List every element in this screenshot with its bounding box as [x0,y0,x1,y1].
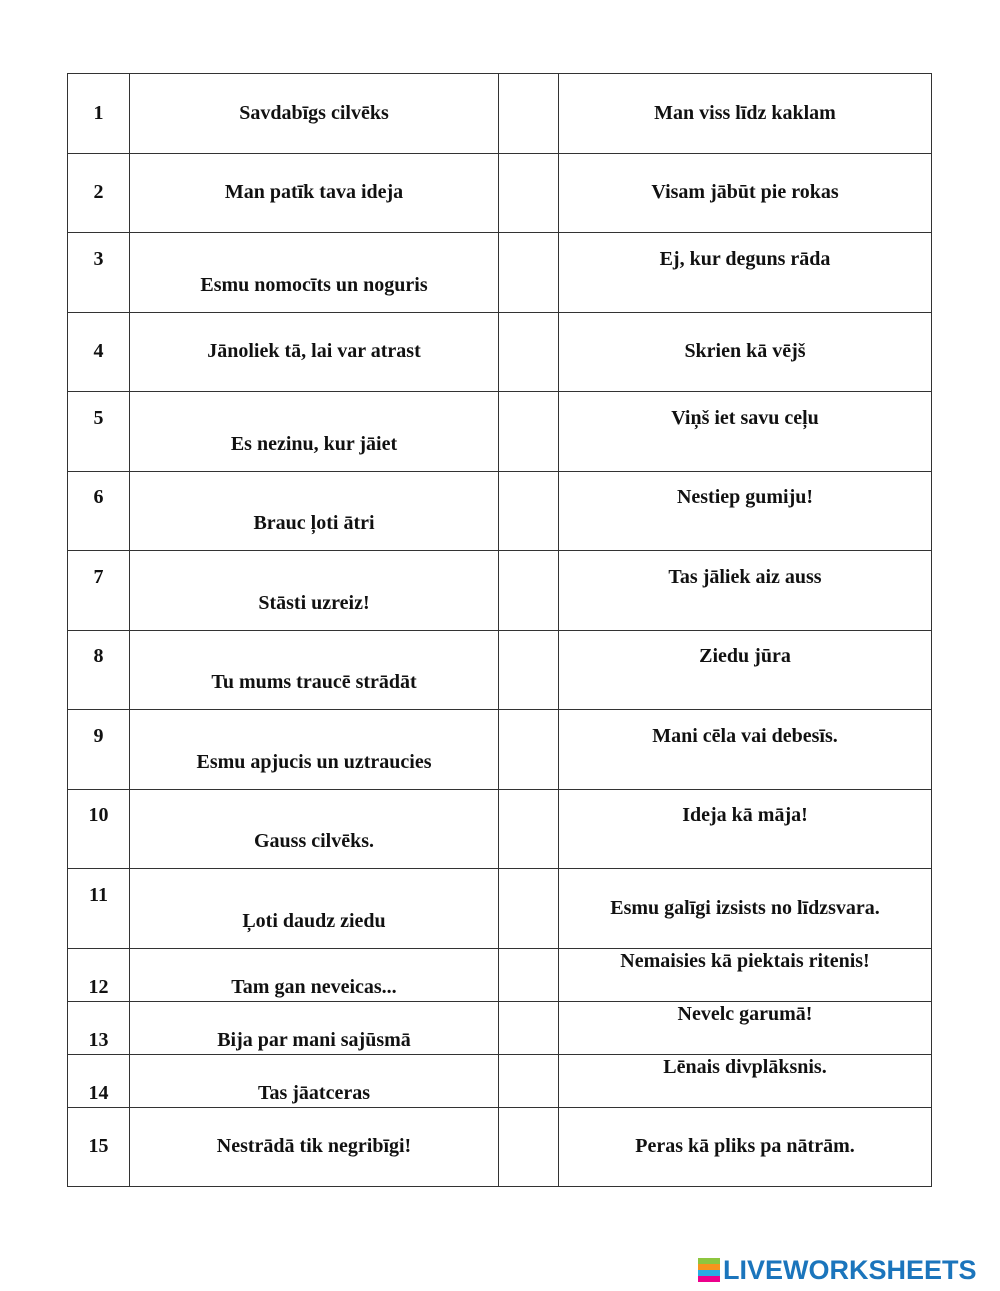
table-row [68,471,932,551]
row-number: 8 [68,630,130,710]
right-phrase: Nemaisies kā piektais ritenis! [559,948,932,1001]
left-phrase: Gauss cilvēks. [130,789,499,869]
liveworksheets-logo [698,1255,977,1285]
right-phrase: Mani cēla vai debesīs. [559,710,932,790]
left-phrase: Nestrādā tik negribīgi! [130,1107,499,1187]
answer-blank[interactable] [499,471,559,551]
answer-blank[interactable] [499,551,559,631]
answer-blank[interactable] [499,1054,559,1107]
right-phrase: Nevelc garumā! [559,1001,932,1054]
right-phrase: Ideja kā māja! [559,789,932,869]
right-phrase: Ej, kur deguns rāda [559,233,932,313]
right-phrase: Lēnais divplāksnis. [559,1054,932,1107]
row-number: 1 [68,74,130,154]
answer-blank[interactable] [499,392,559,472]
table-row [68,948,932,1001]
left-phrase: Tam gan neveicas... [130,948,499,1001]
answer-blank[interactable] [499,948,559,1001]
table-row [68,153,932,233]
right-phrase: Nestiep gumiju! [559,471,932,551]
answer-blank[interactable] [499,710,559,790]
right-phrase: Ziedu jūra [559,630,932,710]
left-phrase: Stāsti uzreiz! [130,551,499,631]
logo-text: LIVEWORKSHEETS [723,1254,977,1285]
table-row [68,392,932,472]
row-number: 11 [68,869,130,949]
row-number: 14 [68,1054,130,1107]
answer-blank[interactable] [499,153,559,233]
row-number: 7 [68,551,130,631]
table-row [68,789,932,869]
answer-blank[interactable] [499,233,559,313]
table-row [68,1054,932,1107]
row-number: 13 [68,1001,130,1054]
left-phrase: Tu mums traucē strādāt [130,630,499,710]
logo-mark-icon [698,1258,720,1282]
right-phrase: Peras kā pliks pa nātrām. [559,1107,932,1187]
row-number: 6 [68,471,130,551]
table-row [68,1107,932,1187]
left-phrase: Tas jāatceras [130,1054,499,1107]
row-number: 12 [68,948,130,1001]
right-phrase: Viņš iet savu ceļu [559,392,932,472]
left-phrase: Man patīk tava ideja [130,153,499,233]
right-phrase: Skrien kā vējš [559,312,932,392]
table-row [68,74,932,154]
table-row [68,869,932,949]
left-phrase: Es nezinu, kur jāiet [130,392,499,472]
left-phrase: Bija par mani sajūsmā [130,1001,499,1054]
row-number: 15 [68,1107,130,1187]
answer-blank[interactable] [499,1107,559,1187]
row-number: 9 [68,710,130,790]
table-row [68,710,932,790]
answer-blank[interactable] [499,789,559,869]
left-phrase: Savdabīgs cilvēks [130,74,499,154]
row-number: 10 [68,789,130,869]
table-row [68,630,932,710]
row-number: 4 [68,312,130,392]
table-row [68,1001,932,1054]
right-phrase: Esmu galīgi izsists no līdzsvara. [559,869,932,949]
right-phrase: Man viss līdz kaklam [559,74,932,154]
table-row [68,312,932,392]
answer-blank[interactable] [499,312,559,392]
answer-blank[interactable] [499,630,559,710]
answer-blank[interactable] [499,74,559,154]
table-row [68,233,932,313]
answer-blank[interactable] [499,869,559,949]
right-phrase: Visam jābūt pie rokas [559,153,932,233]
left-phrase: Esmu apjucis un uztraucies [130,710,499,790]
left-phrase: Jānoliek tā, lai var atrast [130,312,499,392]
row-number: 2 [68,153,130,233]
row-number: 3 [68,233,130,313]
left-phrase: Esmu nomocīts un noguris [130,233,499,313]
matching-table [67,73,932,1187]
table-row [68,551,932,631]
answer-blank[interactable] [499,1001,559,1054]
left-phrase: Brauc ļoti ātri [130,471,499,551]
right-phrase: Tas jāliek aiz auss [559,551,932,631]
logo-block [698,1276,720,1282]
left-phrase: Ļoti daudz ziedu [130,869,499,949]
row-number: 5 [68,392,130,472]
